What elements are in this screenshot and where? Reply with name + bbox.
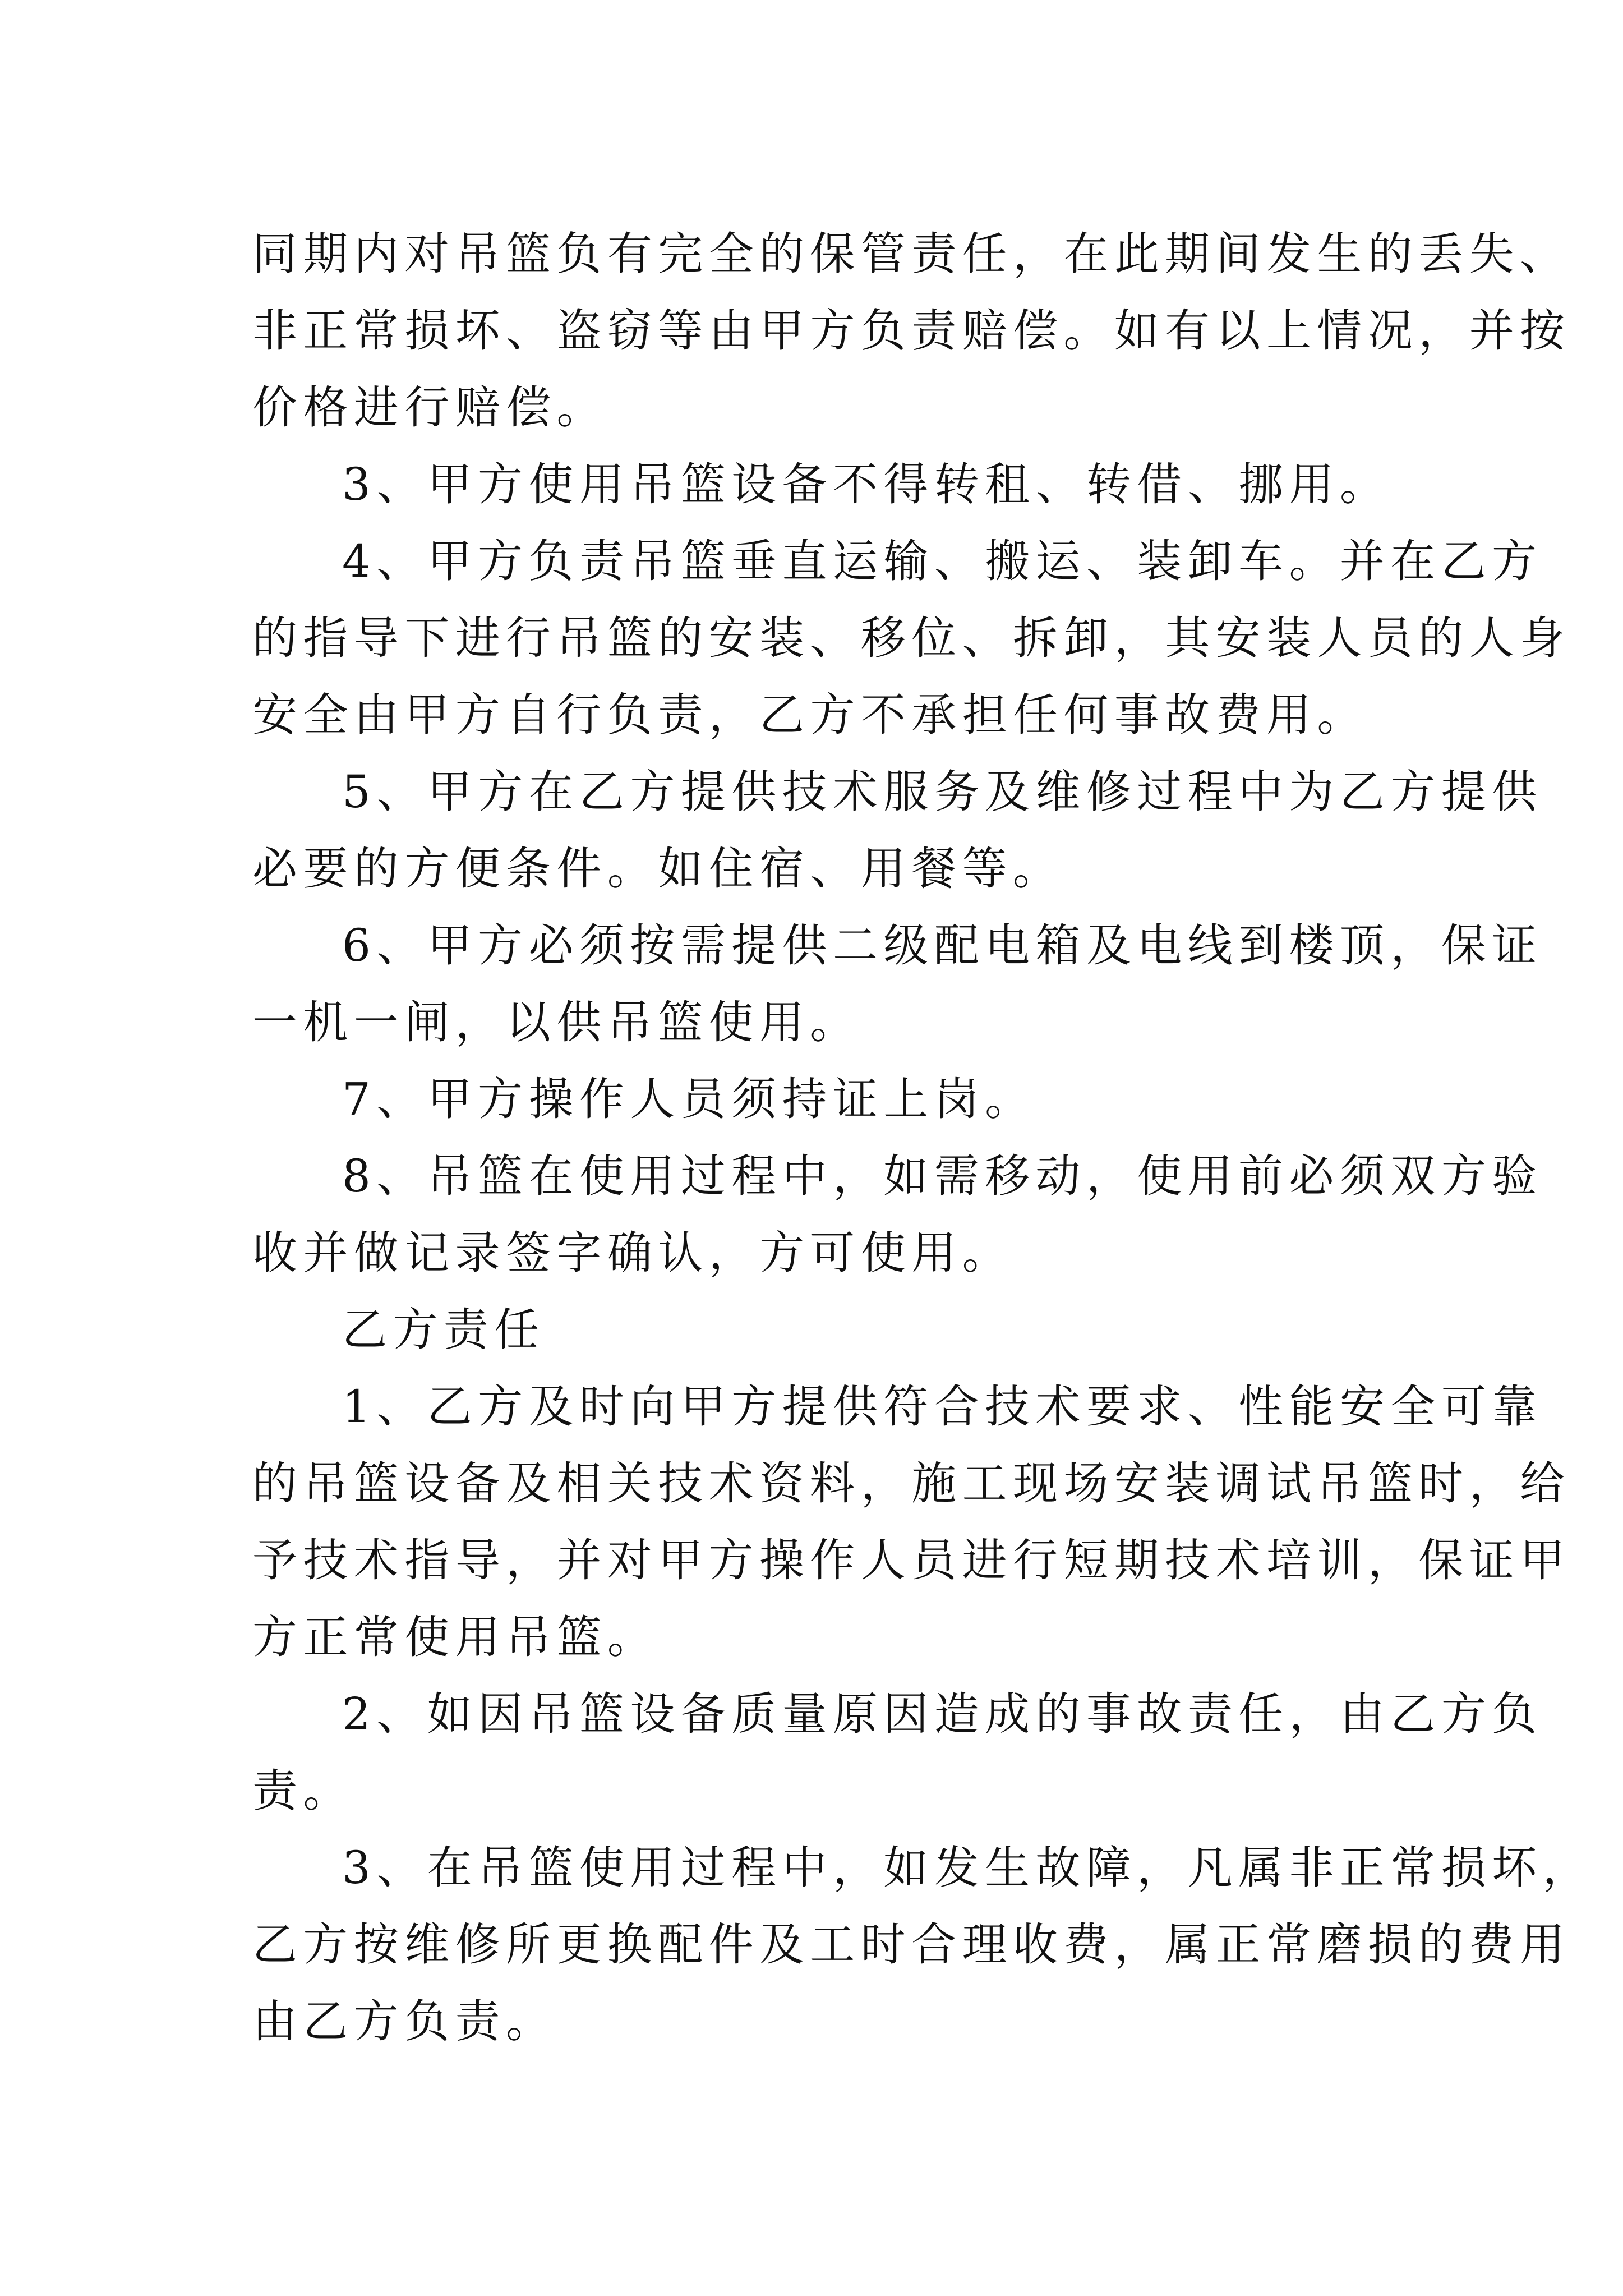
text-line: 4、甲方负责吊篮垂直运输、搬运、装卸车。并在乙方 bbox=[342, 535, 1543, 587]
paragraph-6 bbox=[252, 1061, 1385, 1138]
text-line: 安全由甲方自行负责，乙方不承担任何事故费用。 bbox=[252, 689, 1368, 741]
text-line: 方正常使用吊篮。 bbox=[252, 1611, 658, 1663]
text-line: 3、甲方使用吊篮设备不得转租、转借、挪用。 bbox=[342, 458, 1391, 510]
text-line: 由乙方负责。 bbox=[252, 1995, 557, 2047]
text-line: 8、吊篮在使用过程中，如需移动，使用前必须双方验 bbox=[342, 1150, 1543, 1202]
paragraph-8 bbox=[252, 1368, 1571, 1676]
text-line: 3、在吊篮使用过程中，如发生故障，凡属非正常损坏， bbox=[342, 1842, 1593, 1894]
paragraph-4 bbox=[252, 753, 1543, 907]
document-body bbox=[252, 215, 1593, 2060]
text-line: 2、如因吊篮设备质量原因造成的事故责任，由乙方负 bbox=[342, 1688, 1543, 1740]
text-line: 责。 bbox=[252, 1765, 354, 1817]
paragraph-5 bbox=[252, 907, 1543, 1061]
text-line: 5、甲方在乙方提供技术服务及维修过程中为乙方提供 bbox=[342, 766, 1543, 818]
text-line: 予技术指导，并对甲方操作人员进行短期技术培训，保证甲 bbox=[252, 1534, 1571, 1586]
paragraph-3 bbox=[252, 523, 1571, 753]
text-line: 一机一闸，以供吊篮使用。 bbox=[252, 996, 861, 1048]
text-line: 价格进行赔偿。 bbox=[252, 381, 607, 434]
text-line: 7、甲方操作人员须持证上岗。 bbox=[342, 1073, 1036, 1125]
text-line: 收并做记录签字确认，方可使用。 bbox=[252, 1227, 1013, 1279]
section-heading: 乙方责任 bbox=[342, 1304, 545, 1356]
paragraph-9 bbox=[252, 1676, 1543, 1829]
text-line: 的吊篮设备及相关技术资料，施工现场安装调试吊篮时，给 bbox=[252, 1457, 1571, 1510]
text-line: 同期内对吊篮负有完全的保管责任，在此期间发生的丢失、 bbox=[252, 228, 1571, 280]
paragraph-2 bbox=[252, 446, 1391, 523]
text-line: 6、甲方必须按需提供二级配电箱及电线到楼顶，保证 bbox=[342, 919, 1543, 972]
text-line: 乙方按维修所更换配件及工时合理收费，属正常磨损的费用 bbox=[252, 1918, 1571, 1971]
text-line: 必要的方便条件。如住宿、用餐等。 bbox=[252, 843, 1064, 895]
paragraph-10 bbox=[252, 1829, 1593, 2060]
text-line: 的指导下进行吊篮的安装、移位、拆卸，其安装人员的人身 bbox=[252, 612, 1571, 664]
paragraph-1 bbox=[252, 215, 1571, 446]
text-line: 非正常损坏、盗窃等由甲方负责赔偿。如有以上情况，并按 bbox=[252, 305, 1571, 357]
section-heading-party-b bbox=[252, 1291, 1385, 1368]
paragraph-7 bbox=[252, 1138, 1543, 1291]
text-line: 1、乙方及时向甲方提供符合技术要求、性能安全可靠 bbox=[342, 1381, 1543, 1433]
